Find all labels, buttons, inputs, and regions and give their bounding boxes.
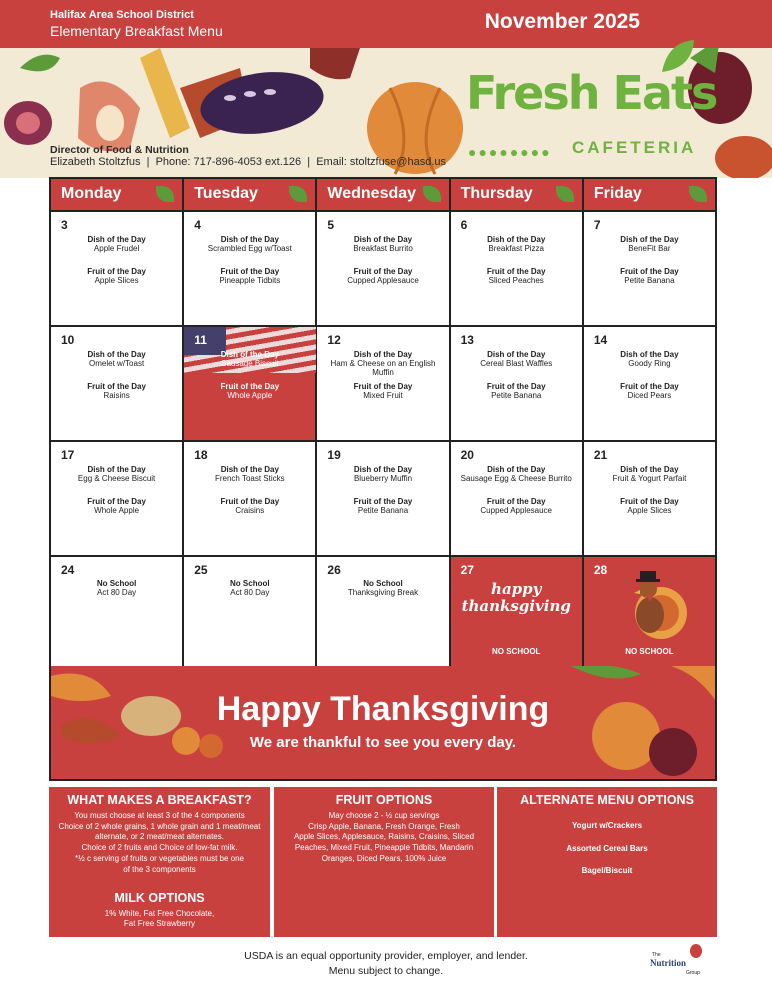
- leaf-icon: [689, 186, 707, 202]
- fruit-value: Craisins: [235, 506, 265, 515]
- date-number: 28: [593, 563, 608, 577]
- fruit-label: Fruit of the Day: [620, 497, 679, 506]
- day-cell: [317, 212, 450, 325]
- alternate-menu-box: [497, 787, 717, 937]
- dish-label: Dish of the Day: [487, 235, 546, 244]
- dish-value: Omelet w/Toast: [89, 359, 145, 368]
- day-cell: [451, 442, 584, 555]
- alternate-item: Assorted Cereal Bars: [566, 843, 648, 853]
- logo-group: Group: [686, 970, 700, 976]
- day-cell: [584, 327, 715, 440]
- fruit-label: Fruit of the Day: [353, 382, 413, 391]
- dish-value: Sausage Egg & Cheese Burrito: [460, 474, 572, 483]
- contact-role: Director of Food & Nutrition: [50, 144, 189, 156]
- fruit-label: Fruit of the Day: [87, 497, 146, 506]
- day-label: Monday: [61, 185, 122, 202]
- breakfast-line: *½ c serving of fruits or vegetables must be one: [75, 854, 244, 864]
- day-cell: [51, 327, 184, 440]
- dish-label: Dish of the Day: [487, 350, 546, 359]
- fruit-options-line: Apple Slices, Applesauce, Raisins, Craisins, Sliced: [293, 832, 475, 842]
- dish-label: Dish of the Day: [87, 235, 146, 244]
- fruit-options-line: Oranges, Diced Pears, 100% Juice: [321, 854, 447, 864]
- week-row: [51, 440, 715, 555]
- fresh-eats-logo: [462, 60, 722, 160]
- menu-title: Elementary Breakfast Menu: [50, 23, 223, 39]
- usda-statement: USDA is an equal opportunity provider, employer, and lender.: [244, 950, 528, 962]
- dish-value: Fruit & Yogurt Parfait: [612, 474, 687, 483]
- logo-cafeteria: CAFETERIA: [572, 138, 697, 157]
- no-school-note: Act 80 Day: [230, 588, 270, 597]
- date-number: 3: [61, 218, 68, 232]
- no-school-label: NO SCHOOL: [491, 647, 541, 656]
- fruit-value: Petite Banana: [357, 506, 409, 515]
- logo-the: The: [652, 952, 661, 958]
- day-label: Thursday: [460, 185, 533, 202]
- happy-thanksgiving-art: happy thanksgiving: [461, 580, 571, 615]
- fruit-value: Petite Banana: [624, 276, 675, 285]
- contact-line: Elizabeth Stoltzfus | Phone: 717-896-4053 ext.126 | Email: stoltzfuse@hasd.us: [50, 156, 446, 168]
- breakfast-line: alternate, or 2 meat/meat alternates.: [95, 832, 224, 842]
- date-number: 10: [61, 333, 75, 347]
- dish-value: Scrambled Egg w/Toast: [207, 244, 292, 253]
- fruit-label: Fruit of the Day: [220, 382, 280, 391]
- dish-value: BeneFit Bar: [628, 244, 671, 253]
- fruit-options-box: [274, 787, 494, 937]
- day-label: Wednesday: [327, 185, 417, 202]
- fruit-value: Apple Slices: [94, 276, 139, 285]
- dish-label: Dish of the Day: [620, 235, 679, 244]
- day-header-thursday: [451, 179, 584, 210]
- calendar-grid: [49, 177, 717, 672]
- logo-dots: ●●●●●●●●: [468, 144, 552, 160]
- day-cell: [184, 442, 317, 555]
- date-number: 26: [327, 563, 341, 577]
- leaf-icon: [156, 186, 174, 202]
- fruit-label: Fruit of the Day: [486, 497, 546, 506]
- dish-value: Blueberry Muffin: [353, 474, 413, 483]
- month-title: November 2025: [484, 10, 640, 33]
- day-cell: [584, 442, 715, 555]
- breakfast-info-box: [49, 787, 270, 937]
- milk-title: MILK OPTIONS: [114, 890, 205, 905]
- dish-label: Dish of the Day: [220, 235, 279, 244]
- dish-label: Dish of the Day: [87, 465, 146, 474]
- day-cell-veterans: [184, 327, 317, 440]
- breakfast-line: You must choose at least 3 of the 4 components: [74, 810, 245, 820]
- week-row: [51, 210, 715, 325]
- alternate-title: ALTERNATE MENU OPTIONS: [520, 793, 694, 807]
- fruit-label: Fruit of the Day: [220, 267, 280, 276]
- fruit-value: Sliced Peaches: [488, 276, 544, 285]
- date-number: 4: [194, 218, 201, 232]
- day-cell: [51, 442, 184, 555]
- fruit-label: Fruit of the Day: [620, 382, 679, 391]
- day-label: Tuesday: [194, 185, 258, 202]
- date-number: 7: [593, 218, 601, 232]
- day-cell-holiday: [584, 557, 715, 670]
- date-number: 11: [194, 333, 207, 347]
- no-school-label: No School: [230, 579, 270, 588]
- fruit-value: Petite Banana: [491, 391, 542, 400]
- leaf-icon: [556, 186, 574, 202]
- day-cell: [451, 212, 584, 325]
- banner-title: Happy Thanksgiving: [216, 690, 550, 728]
- no-school-label: NO SCHOOL: [625, 647, 674, 656]
- dish-label: Dish of the Day: [620, 350, 679, 359]
- day-label: Friday: [593, 185, 642, 202]
- thanksgiving-banner: [49, 666, 717, 781]
- fruit-value: Raisins: [103, 391, 130, 400]
- menu-disclaimer: Menu subject to change.: [328, 964, 444, 977]
- fruit-label: Fruit of the Day: [620, 267, 679, 276]
- breakfast-line: Choice of 2 whole grains, 1 whole grain and 1 meat/meat: [58, 821, 261, 831]
- day-header-monday: [51, 179, 184, 210]
- dish-value: Ham & Cheese on an English Muffin: [330, 359, 436, 377]
- date-number: 12: [327, 333, 341, 347]
- fruit-label: Fruit of the Day: [353, 267, 413, 276]
- turkey-icon: [606, 563, 696, 641]
- fruit-value: Apple Slices: [627, 506, 672, 515]
- fruit-value: Cupped Applesauce: [347, 276, 419, 285]
- day-cell: [317, 557, 450, 670]
- fruit-label: Fruit of the Day: [87, 382, 146, 391]
- dish-label: Dish of the Day: [220, 465, 279, 474]
- week-row: [51, 325, 715, 440]
- alternate-item: Bagel/Biscuit: [581, 866, 633, 876]
- date-number: 25: [194, 563, 208, 577]
- apple-icon: [690, 944, 702, 958]
- fruit-options-line: Crisp Apple, Banana, Fresh Orange, Fresh: [308, 821, 460, 831]
- dish-value: Goody Ring: [628, 359, 671, 368]
- leaf-icon: [423, 186, 441, 202]
- day-header-tuesday: [184, 179, 317, 210]
- calendar-header: [51, 179, 715, 210]
- dish-label: Dish of the Day: [620, 465, 679, 474]
- alternate-item: Yogurt w/Crackers: [571, 820, 643, 830]
- dish-label: Dish of the Day: [353, 465, 413, 474]
- breakfast-line: Choice of 2 fruits and Choice of low-fat milk.: [81, 843, 238, 853]
- day-cell: [51, 212, 184, 325]
- dish-value: Breakfast Burrito: [353, 244, 413, 253]
- fruit-value: Cupped Applesauce: [480, 506, 553, 515]
- dish-value: Egg & Cheese Biscuit: [77, 474, 156, 483]
- date-number: 20: [460, 448, 474, 462]
- date-number: 13: [460, 333, 474, 347]
- date-number: 24: [61, 563, 75, 577]
- date-number: 17: [61, 448, 75, 462]
- dish-label: Dish of the Day: [487, 465, 546, 474]
- date-number: 18: [194, 448, 208, 462]
- date-number: 27: [460, 563, 474, 577]
- dish-value: Cereal Blast Waffles: [480, 359, 553, 368]
- day-cell: [317, 442, 450, 555]
- fruit-value: Whole Apple: [227, 391, 273, 400]
- day-cell: [184, 212, 317, 325]
- top-bar: [0, 0, 772, 48]
- date-number: 6: [460, 218, 468, 232]
- dish-value: Apple Frudel: [93, 244, 140, 253]
- fruit-value: Whole Apple: [94, 506, 140, 515]
- date-number: 5: [327, 218, 335, 232]
- breakfast-line: of the 3 components: [123, 864, 196, 874]
- fruit-label: Fruit of the Day: [220, 497, 280, 506]
- day-cell: [451, 327, 584, 440]
- week-row: [51, 555, 715, 670]
- district-name: Halifax Area School District: [50, 9, 194, 21]
- contact-info: [50, 144, 446, 168]
- fruit-value: Mixed Fruit: [363, 391, 403, 400]
- day-cell: [584, 212, 715, 325]
- fruit-value: Pineapple Tidbits: [219, 276, 281, 285]
- date-number: 19: [327, 448, 341, 462]
- fruit-options-line: May choose 2 - ½ cup servings: [328, 810, 440, 820]
- fruit-options-title: FRUIT OPTIONS: [335, 793, 433, 807]
- leaf-icon: [289, 186, 307, 202]
- dish-label: Dish of the Day: [87, 350, 146, 359]
- day-cell-holiday: [451, 557, 584, 670]
- fruit-label: Fruit of the Day: [353, 497, 413, 506]
- fruit-options-line: Peaches, Mixed Fruit, Pineapple Tidbits, Mandarin: [294, 843, 474, 853]
- dish-value: French Toast Sticks: [214, 474, 285, 483]
- no-school-label: No School: [96, 579, 137, 588]
- day-header-friday: [584, 179, 715, 210]
- no-school-note: Act 80 Day: [97, 588, 137, 597]
- day-header-wednesday: [317, 179, 450, 210]
- fruit-label: Fruit of the Day: [87, 267, 146, 276]
- day-cell: [317, 327, 450, 440]
- dish-label: Dish of the Day: [353, 235, 413, 244]
- milk-line: 1% White, Fat Free Chocolate,: [104, 908, 215, 918]
- nutrition-group-logo: [650, 944, 708, 980]
- day-cell: [51, 557, 184, 670]
- no-school-note: Thanksgiving Break: [347, 588, 419, 597]
- no-school-label: No School: [363, 579, 403, 588]
- day-cell: [184, 557, 317, 670]
- dish-label: Dish of the Day: [353, 350, 413, 359]
- breakfast-title: WHAT MAKES A BREAKFAST?: [67, 793, 252, 807]
- dish-value: Sausage Biscuit: [221, 359, 279, 368]
- date-number: 14: [593, 333, 608, 347]
- date-number: 21: [593, 448, 608, 462]
- banner-subtitle: We are thankful to see you every day.: [249, 734, 517, 751]
- fruit-label: Fruit of the Day: [486, 382, 546, 391]
- dish-label: Dish of the Day: [220, 350, 279, 359]
- logo-wordmark: Fresh Eats: [466, 66, 717, 120]
- fruit-label: Fruit of the Day: [486, 267, 546, 276]
- dish-value: Breakfast Pizza: [488, 244, 544, 253]
- fruit-value: Diced Pears: [627, 391, 672, 400]
- milk-line: Fat Free Strawberry: [123, 919, 196, 929]
- logo-name: Nutrition: [650, 958, 686, 968]
